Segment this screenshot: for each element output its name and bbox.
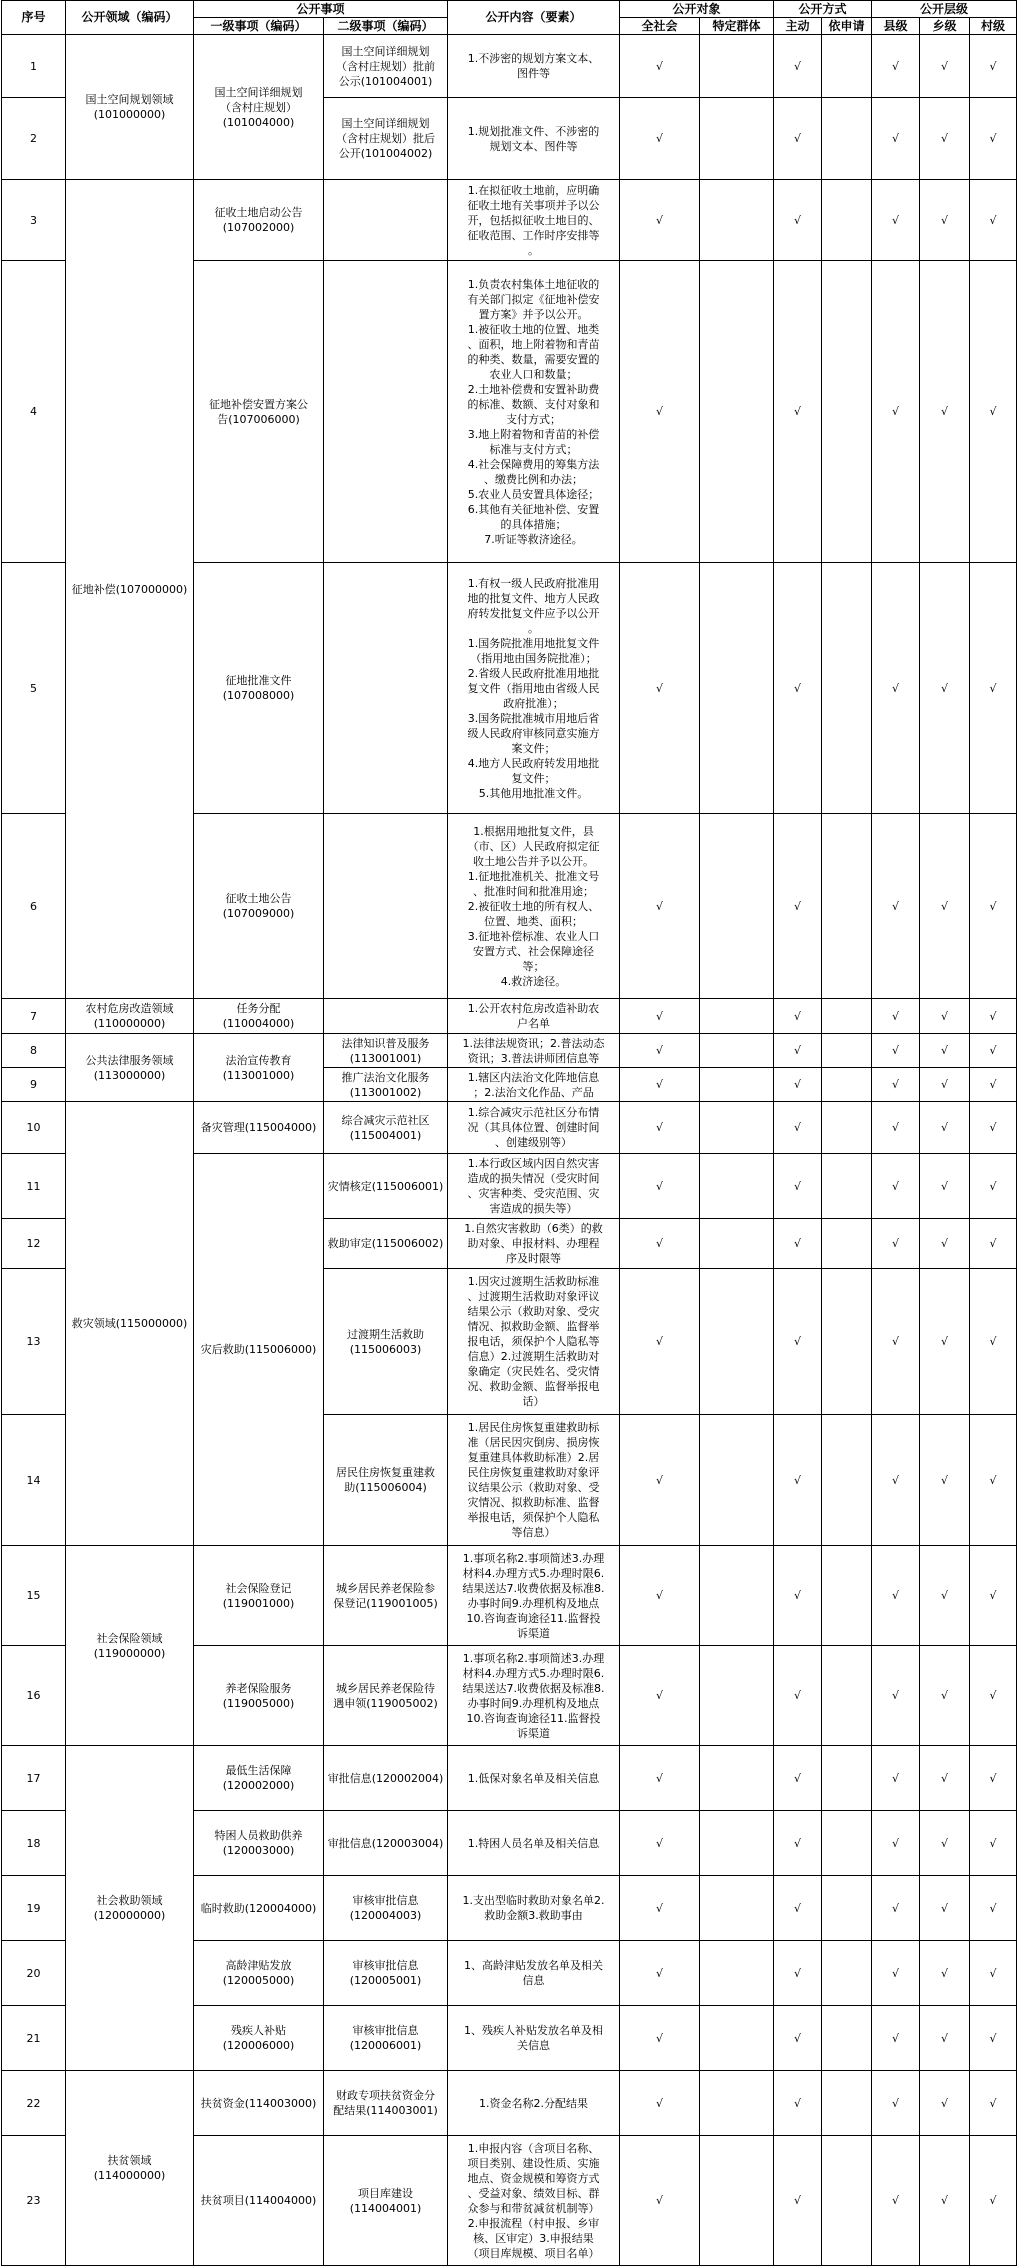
table-row [2, 35, 1017, 98]
level2-cell: 国土空间详细规划 （含村庄规划）批后 公开(101004002) [324, 98, 448, 180]
content-cell: 1.低保对象名单及相关信息 [448, 1746, 620, 1811]
object-group-cell [700, 1154, 774, 1219]
header-method-active: 主动 [774, 18, 822, 35]
level2-cell: 城乡居民养老保险待 遇申领(119005002) [324, 1646, 448, 1746]
seq-cell: 3 [2, 180, 66, 261]
tier-town-cell: √ [920, 2006, 970, 2071]
tier-county-cell: √ [872, 1546, 920, 1646]
header-tier: 公开层级 [872, 1, 1017, 18]
object-group-cell [700, 1876, 774, 1941]
tier-town-cell: √ [920, 1876, 970, 1941]
seq-cell: 9 [2, 1068, 66, 1102]
table-row [2, 999, 1017, 1034]
header-level1: 一级事项（编码） [194, 18, 324, 35]
level1-cell: 征收土地公告 (107009000) [194, 814, 324, 999]
object-group-cell [700, 1746, 774, 1811]
method-apply-cell [822, 1811, 872, 1876]
table-row [2, 1546, 1017, 1646]
object-all-cell: √ [620, 1546, 700, 1646]
method-active-cell: √ [774, 1102, 822, 1154]
method-active-cell: √ [774, 1811, 822, 1876]
level2-cell: 财政专项扶贫资金分 配结果(114003001) [324, 2071, 448, 2136]
tier-village-cell: √ [970, 1876, 1017, 1941]
object-group-cell [700, 1269, 774, 1415]
level2-cell [324, 261, 448, 563]
tier-village-cell: √ [970, 2071, 1017, 2136]
content-cell: 1.事项名称2.事项简述3.办理 材料4.办理方式5.办理时限6. 结果送达7.收费依据及标准8. 办事时间9.办理机构及地点 10.咨询查询途径11.监督投 诉渠道 [448, 1646, 620, 1746]
tier-town-cell: √ [920, 999, 970, 1034]
content-cell: 1.不涉密的规划方案文本、 图件等 [448, 35, 620, 98]
header-object-group: 特定群体 [700, 18, 774, 35]
level2-cell: 项目库建设 (114004001) [324, 2136, 448, 2266]
object-all-cell: √ [620, 1646, 700, 1746]
object-group-cell [700, 1034, 774, 1068]
seq-cell: 22 [2, 2071, 66, 2136]
object-all-cell: √ [620, 999, 700, 1034]
tier-town-cell: √ [920, 1269, 970, 1415]
seq-cell: 7 [2, 999, 66, 1034]
object-group-cell [700, 1102, 774, 1154]
tier-village-cell: √ [970, 98, 1017, 180]
object-all-cell: √ [620, 261, 700, 563]
level2-cell: 灾情核定(115006001) [324, 1154, 448, 1219]
content-cell: 1.规划批准文件、不涉密的 规划文本、图件等 [448, 98, 620, 180]
content-cell: 1.因灾过渡期生活救助标准 、过渡期生活救助对象评议 结果公示（救助对象、受灾 情况、拟救助金额、监督举 报电话，须保护个人隐私等 信息）2.过渡期生活救助对 象确定（灾民姓名、受灾情 况、救助金额、监督举报电 话） [448, 1269, 620, 1415]
tier-county-cell: √ [872, 999, 920, 1034]
object-all-cell: √ [620, 563, 700, 814]
level1-cell: 特困人员救助供养 (120003000) [194, 1811, 324, 1876]
method-apply-cell [822, 563, 872, 814]
tier-county-cell: √ [872, 1646, 920, 1746]
seq-cell: 11 [2, 1154, 66, 1219]
tier-village-cell: √ [970, 35, 1017, 98]
tier-village-cell: √ [970, 1034, 1017, 1068]
level1-cell: 法治宣传教育 (113001000) [194, 1034, 324, 1102]
object-group-cell [700, 1811, 774, 1876]
tier-county-cell: √ [872, 1941, 920, 2006]
method-apply-cell [822, 180, 872, 261]
tier-county-cell: √ [872, 814, 920, 999]
method-apply-cell [822, 1269, 872, 1415]
seq-cell: 2 [2, 98, 66, 180]
tier-village-cell: √ [970, 1102, 1017, 1154]
level2-cell: 救助审定(115006002) [324, 1219, 448, 1269]
tier-village-cell: √ [970, 1811, 1017, 1876]
level2-cell: 审批信息(120002004) [324, 1746, 448, 1811]
method-active-cell: √ [774, 563, 822, 814]
method-active-cell: √ [774, 180, 822, 261]
tier-county-cell: √ [872, 1415, 920, 1546]
tier-village-cell: √ [970, 1219, 1017, 1269]
seq-cell: 13 [2, 1269, 66, 1415]
object-group-cell [700, 35, 774, 98]
tier-county-cell: √ [872, 1154, 920, 1219]
tier-town-cell: √ [920, 1546, 970, 1646]
object-all-cell: √ [620, 1068, 700, 1102]
tier-county-cell: √ [872, 563, 920, 814]
level1-cell: 残疾人补贴 (120006000) [194, 2006, 324, 2071]
method-active-cell: √ [774, 1646, 822, 1746]
level2-cell: 综合减灾示范社区 (115004001) [324, 1102, 448, 1154]
object-all-cell: √ [620, 1219, 700, 1269]
method-apply-cell [822, 1415, 872, 1546]
method-active-cell: √ [774, 261, 822, 563]
header-tier-town: 乡级 [920, 18, 970, 35]
object-group-cell [700, 563, 774, 814]
object-all-cell: √ [620, 35, 700, 98]
tier-town-cell: √ [920, 2136, 970, 2266]
tier-town-cell: √ [920, 261, 970, 563]
method-apply-cell [822, 999, 872, 1034]
method-active-cell: √ [774, 35, 822, 98]
header-method: 公开方式 [774, 1, 872, 18]
method-apply-cell [822, 1546, 872, 1646]
object-all-cell: √ [620, 98, 700, 180]
table-row [2, 1746, 1017, 1811]
content-cell: 1.有权一级人民政府批准用 地的批复文件、地方人民政 府转发批复文件应予以公开 。 1.国务院批准用地批复文件 （指用地由国务院批准）； 2.省级人民政府批准用地批 复文件（指用地由省级人民 政府批准）； 3.国务院批准城市用地后省 级人民政府审核同意实施方 案文件； 4.地方人民政府转发用地批 复文件； 5.其他用地批准文件。 [448, 563, 620, 814]
domain-cell: 扶贫领域 (114000000) [66, 2071, 194, 2266]
seq-cell: 8 [2, 1034, 66, 1068]
tier-county-cell: √ [872, 180, 920, 261]
method-active-cell: √ [774, 1746, 822, 1811]
tier-village-cell: √ [970, 1546, 1017, 1646]
domain-cell: 救灾领域(115000000) [66, 1102, 194, 1546]
object-group-cell [700, 814, 774, 999]
object-group-cell [700, 98, 774, 180]
header-matters: 公开事项 [194, 1, 448, 18]
tier-county-cell: √ [872, 2136, 920, 2266]
tier-village-cell: √ [970, 1646, 1017, 1746]
content-cell: 1.事项名称2.事项简述3.办理 材料4.办理方式5.办理时限6. 结果送达7.收费依据及标准8. 办事时间9.办理机构及地点 10.咨询查询途径11.监督投 诉渠道 [448, 1546, 620, 1646]
method-apply-cell [822, 261, 872, 563]
method-active-cell: √ [774, 1269, 822, 1415]
object-all-cell: √ [620, 1269, 700, 1415]
seq-cell: 12 [2, 1219, 66, 1269]
tier-town-cell: √ [920, 1068, 970, 1102]
level1-cell: 养老保险服务 (119005000) [194, 1646, 324, 1746]
level2-cell [324, 814, 448, 999]
method-apply-cell [822, 1646, 872, 1746]
domain-cell: 公共法律服务领域 (113000000) [66, 1034, 194, 1102]
tier-village-cell: √ [970, 1415, 1017, 1546]
content-cell: 1.法律法规资讯；2.普法动态 资讯；3.普法讲师团信息等 [448, 1034, 620, 1068]
object-all-cell: √ [620, 1034, 700, 1068]
tier-county-cell: √ [872, 1811, 920, 1876]
method-active-cell: √ [774, 814, 822, 999]
level1-cell: 社会保险登记 (119001000) [194, 1546, 324, 1646]
tier-town-cell: √ [920, 1219, 970, 1269]
tier-village-cell: √ [970, 1941, 1017, 2006]
content-cell: 1.根据用地批复文件，县 （市、区）人民政府拟定征 收土地公告并予以公开。 1.征地批准机关、批准文号 、批准时间和批准用途； 2.被征收土地的所有权人、 位置、地类、面积； 3.征地补偿标准、农业人口 安置方式、社会保障途径 等； 4.救济途径。 [448, 814, 620, 999]
tier-village-cell: √ [970, 1269, 1017, 1415]
tier-county-cell: √ [872, 1746, 920, 1811]
method-apply-cell [822, 1034, 872, 1068]
object-group-cell [700, 2071, 774, 2136]
object-all-cell: √ [620, 1102, 700, 1154]
level1-cell: 备灾管理(115004000) [194, 1102, 324, 1154]
level1-cell: 征地批准文件 (107008000) [194, 563, 324, 814]
object-group-cell [700, 2006, 774, 2071]
method-apply-cell [822, 1154, 872, 1219]
method-apply-cell [822, 1068, 872, 1102]
method-active-cell: √ [774, 2136, 822, 2266]
domain-cell: 农村危房改造领域 (110000000) [66, 999, 194, 1034]
level1-cell: 最低生活保障 (120002000) [194, 1746, 324, 1811]
seq-cell: 6 [2, 814, 66, 999]
seq-cell: 15 [2, 1546, 66, 1646]
seq-cell: 17 [2, 1746, 66, 1811]
level1-cell: 国土空间详细规划 （含村庄规划） (101004000) [194, 35, 324, 180]
object-all-cell: √ [620, 1746, 700, 1811]
tier-town-cell: √ [920, 1154, 970, 1219]
method-active-cell: √ [774, 999, 822, 1034]
tier-village-cell: √ [970, 180, 1017, 261]
object-group-cell [700, 1415, 774, 1546]
level2-cell: 审核审批信息 (120006001) [324, 2006, 448, 2071]
tier-county-cell: √ [872, 2071, 920, 2136]
tier-county-cell: √ [872, 2006, 920, 2071]
tier-town-cell: √ [920, 563, 970, 814]
method-apply-cell [822, 2136, 872, 2266]
level2-cell: 推广法治文化服务 (113001002) [324, 1068, 448, 1102]
method-apply-cell [822, 1746, 872, 1811]
method-active-cell: √ [774, 2071, 822, 2136]
header-domain: 公开领域（编码） [66, 1, 194, 35]
level1-cell: 任务分配 (110004000) [194, 999, 324, 1034]
table-row [2, 2071, 1017, 2136]
tier-county-cell: √ [872, 261, 920, 563]
seq-cell: 14 [2, 1415, 66, 1546]
object-group-cell [700, 1546, 774, 1646]
seq-cell: 21 [2, 2006, 66, 2071]
object-group-cell [700, 180, 774, 261]
seq-cell: 19 [2, 1876, 66, 1941]
seq-cell: 20 [2, 1941, 66, 2006]
tier-county-cell: √ [872, 35, 920, 98]
content-cell: 1.本行政区域内因自然灾害 造成的损失情况（受灾时间 、灾害种类、受灾范围、灾 害造成的损失等） [448, 1154, 620, 1219]
level2-cell: 城乡居民养老保险参 保登记(119001005) [324, 1546, 448, 1646]
method-apply-cell [822, 2006, 872, 2071]
object-all-cell: √ [620, 1154, 700, 1219]
object-all-cell: √ [620, 2006, 700, 2071]
content-cell: 1、高龄津贴发放名单及相关 信息 [448, 1941, 620, 2006]
seq-cell: 16 [2, 1646, 66, 1746]
tier-village-cell: √ [970, 2006, 1017, 2071]
domain-cell: 社会保险领域 (119000000) [66, 1546, 194, 1746]
tier-village-cell: √ [970, 1746, 1017, 1811]
content-cell: 1.支出型临时救助对象名单2. 救助金额3.救助事由 [448, 1876, 620, 1941]
tier-town-cell: √ [920, 35, 970, 98]
object-all-cell: √ [620, 1811, 700, 1876]
seq-cell: 4 [2, 261, 66, 563]
object-group-cell [700, 1219, 774, 1269]
level2-cell [324, 180, 448, 261]
method-active-cell: √ [774, 1068, 822, 1102]
header-seq: 序号 [2, 1, 66, 35]
tier-town-cell: √ [920, 1034, 970, 1068]
level1-cell: 扶贫项目(114004000) [194, 2136, 324, 2266]
content-cell: 1.辖区内法治文化阵地信息 ；2.法治文化作品、产品 [448, 1068, 620, 1102]
object-group-cell [700, 2136, 774, 2266]
domain-cell: 征地补偿(107000000) [66, 180, 194, 999]
level2-cell: 审批信息(120003004) [324, 1811, 448, 1876]
content-cell: 1.特困人员名单及相关信息 [448, 1811, 620, 1876]
level2-cell: 审核审批信息 (120005001) [324, 1941, 448, 2006]
method-active-cell: √ [774, 1876, 822, 1941]
object-all-cell: √ [620, 1941, 700, 2006]
tier-village-cell: √ [970, 814, 1017, 999]
level2-cell [324, 999, 448, 1034]
tier-town-cell: √ [920, 1415, 970, 1546]
tier-county-cell: √ [872, 1219, 920, 1269]
method-active-cell: √ [774, 1546, 822, 1646]
tier-town-cell: √ [920, 1646, 970, 1746]
content-cell: 1.居民住房恢复重建救助标 准（居民因灾倒房、损房恢 复重建具体救助标准）2.居 民住房恢复重建救助对象评 议结果公示（救助对象、受 灾情况、拟救助标准、监督 举报电话，须保护个人隐私 等信息） [448, 1415, 620, 1546]
object-all-cell: √ [620, 1876, 700, 1941]
level1-cell: 灾后救助(115006000) [194, 1154, 324, 1546]
content-cell: 1.在拟征收土地前，应明确 征收土地有关事项并予以公 开，包括拟征收土地目的、 征收范围、工作时序安排等 。 [448, 180, 620, 261]
level2-cell: 审核审批信息 (120004003) [324, 1876, 448, 1941]
header-level2: 二级事项（编码） [324, 18, 448, 35]
tier-village-cell: √ [970, 1154, 1017, 1219]
tier-town-cell: √ [920, 98, 970, 180]
method-apply-cell [822, 1941, 872, 2006]
method-active-cell: √ [774, 1154, 822, 1219]
tier-town-cell: √ [920, 1102, 970, 1154]
seq-cell: 5 [2, 563, 66, 814]
tier-town-cell: √ [920, 1941, 970, 2006]
content-cell: 1、残疾人补贴发放名单及相 关信息 [448, 2006, 620, 2071]
content-cell: 1.资金名称2.分配结果 [448, 2071, 620, 2136]
header-method-apply: 依申请 [822, 18, 872, 35]
tier-town-cell: √ [920, 814, 970, 999]
tier-county-cell: √ [872, 1876, 920, 1941]
method-apply-cell [822, 1102, 872, 1154]
table-row [2, 1034, 1017, 1068]
tier-county-cell: √ [872, 98, 920, 180]
tier-town-cell: √ [920, 1746, 970, 1811]
level1-cell: 征收土地启动公告 (107002000) [194, 180, 324, 261]
content-cell: 1.公开农村危房改造补助农 户名单 [448, 999, 620, 1034]
content-cell: 1.申报内容（含项目名称、 项目类别、建设性质、实施 地点、资金规模和筹资方式 、受益对象、绩效目标、群 众参与和带贫减贫机制等） 2.申报流程（村申报、乡审 核、区审定）3.申报结果 （项目库规模、项目名单） [448, 2136, 620, 2266]
object-group-cell [700, 1068, 774, 1102]
seq-cell: 1 [2, 35, 66, 98]
level2-cell: 居民住房恢复重建救 助(115006004) [324, 1415, 448, 1546]
domain-cell: 国土空间规划领域 (101000000) [66, 35, 194, 180]
header-content: 公开内容（要素） [448, 1, 620, 35]
object-all-cell: √ [620, 2071, 700, 2136]
object-all-cell: √ [620, 180, 700, 261]
seq-cell: 18 [2, 1811, 66, 1876]
method-active-cell: √ [774, 1415, 822, 1546]
header-object-all: 全社会 [620, 18, 700, 35]
table-row [2, 1102, 1017, 1154]
level1-cell: 扶贫资金(114003000) [194, 2071, 324, 2136]
tier-county-cell: √ [872, 1102, 920, 1154]
method-active-cell: √ [774, 1941, 822, 2006]
content-cell: 1.综合减灾示范社区分布情 况（其具体位置、创建时间 、创建级别等） [448, 1102, 620, 1154]
method-active-cell: √ [774, 2006, 822, 2071]
method-active-cell: √ [774, 1034, 822, 1068]
tier-village-cell: √ [970, 563, 1017, 814]
method-active-cell: √ [774, 98, 822, 180]
level1-cell: 高龄津贴发放 (120005000) [194, 1941, 324, 2006]
tier-town-cell: √ [920, 2071, 970, 2136]
tier-town-cell: √ [920, 1811, 970, 1876]
method-apply-cell [822, 1876, 872, 1941]
tier-village-cell: √ [970, 2136, 1017, 2266]
seq-cell: 10 [2, 1102, 66, 1154]
header-tier-village: 村级 [970, 18, 1017, 35]
object-all-cell: √ [620, 1415, 700, 1546]
tier-village-cell: √ [970, 1068, 1017, 1102]
object-all-cell: √ [620, 2136, 700, 2266]
disclosure-table [1, 0, 1017, 2266]
level2-cell: 国土空间详细规划 （含村庄规划）批前 公示(101004001) [324, 35, 448, 98]
object-group-cell [700, 261, 774, 563]
method-apply-cell [822, 1219, 872, 1269]
table-row [2, 180, 1017, 261]
method-apply-cell [822, 814, 872, 999]
tier-village-cell: √ [970, 999, 1017, 1034]
tier-county-cell: √ [872, 1269, 920, 1415]
level1-cell: 临时救助(120004000) [194, 1876, 324, 1941]
tier-county-cell: √ [872, 1034, 920, 1068]
tier-village-cell: √ [970, 261, 1017, 563]
method-active-cell: √ [774, 1219, 822, 1269]
content-cell: 1.负责农村集体土地征收的 有关部门拟定《征地补偿安 置方案》并予以公开。 1.被征收土地的位置、地类 、面积，地上附着物和青苗 的种类、数量，需要安置的 农业人口和数量； 2.土地补偿费和安置补助费 的标准、数额、支付对象和 支付方式； 3.地上附着物和青苗的补偿 标准与支付方式； 4.社会保障费用的筹集方法 、缴费比例和办法； 5.农业人员安置具体途径； 6.其他有关征地补偿、安置 的具体措施； 7.听证等救济途径。 [448, 261, 620, 563]
object-group-cell [700, 1646, 774, 1746]
content-cell: 1.自然灾害救助（6类）的救 助对象、申报材料、办理程 序及时限等 [448, 1219, 620, 1269]
domain-cell: 社会救助领域 (120000000) [66, 1746, 194, 2071]
header-object: 公开对象 [620, 1, 774, 18]
seq-cell: 23 [2, 2136, 66, 2266]
tier-county-cell: √ [872, 1068, 920, 1102]
level2-cell [324, 563, 448, 814]
header-tier-county: 县级 [872, 18, 920, 35]
method-apply-cell [822, 2071, 872, 2136]
method-apply-cell [822, 35, 872, 98]
object-group-cell [700, 999, 774, 1034]
method-apply-cell [822, 98, 872, 180]
object-group-cell [700, 1941, 774, 2006]
level2-cell: 过渡期生活救助 (115006003) [324, 1269, 448, 1415]
level2-cell: 法律知识普及服务 (113001001) [324, 1034, 448, 1068]
object-all-cell: √ [620, 814, 700, 999]
tier-town-cell: √ [920, 180, 970, 261]
level1-cell: 征地补偿安置方案公 告(107006000) [194, 261, 324, 563]
